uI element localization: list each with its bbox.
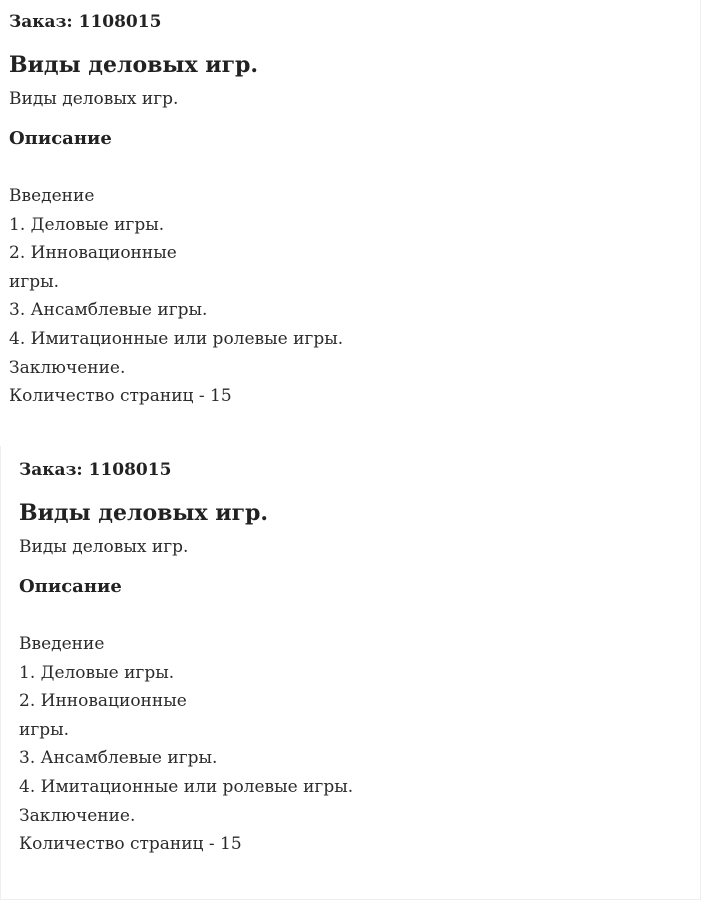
list-item: 3. Ансамблевые игры. <box>19 748 218 769</box>
list-item: игры. <box>9 271 60 292</box>
work-subtitle: Виды деловых игр. <box>9 89 179 109</box>
work-subtitle: Виды деловых игр. <box>19 537 189 557</box>
work-title: Виды деловых игр. <box>9 52 259 78</box>
list-item: игры. <box>19 719 70 740</box>
table-of-contents <box>19 630 700 859</box>
list-item: Заключение. <box>9 357 126 378</box>
list-item: 4. Имитационные или ролевые игры. <box>9 328 344 349</box>
order-number: Заказ: 1108015 <box>19 460 172 480</box>
list-item: 1. Деловые игры. <box>9 214 165 235</box>
list-item: Введение <box>19 634 105 654</box>
list-item: 3. Ансамблевые игры. <box>9 300 208 321</box>
list-item: Количество страниц - 15 <box>19 834 242 855</box>
order-card-duplicate <box>0 446 701 900</box>
list-item: 1. Деловые игры. <box>19 662 175 683</box>
list-item: Введение <box>9 186 95 206</box>
list-item: 2. Инновационные <box>19 691 187 712</box>
table-of-contents <box>9 182 700 411</box>
order-number: Заказ: 1108015 <box>9 12 162 32</box>
description-heading: Описание <box>9 128 112 149</box>
description-heading: Описание <box>19 576 122 597</box>
work-title: Виды деловых игр. <box>19 500 269 526</box>
list-item: 2. Инновационные <box>9 243 177 264</box>
order-card <box>0 0 701 446</box>
list-item: Заключение. <box>19 805 136 826</box>
list-item: Количество страниц - 15 <box>9 386 232 407</box>
list-item: 4. Имитационные или ролевые игры. <box>19 776 354 797</box>
